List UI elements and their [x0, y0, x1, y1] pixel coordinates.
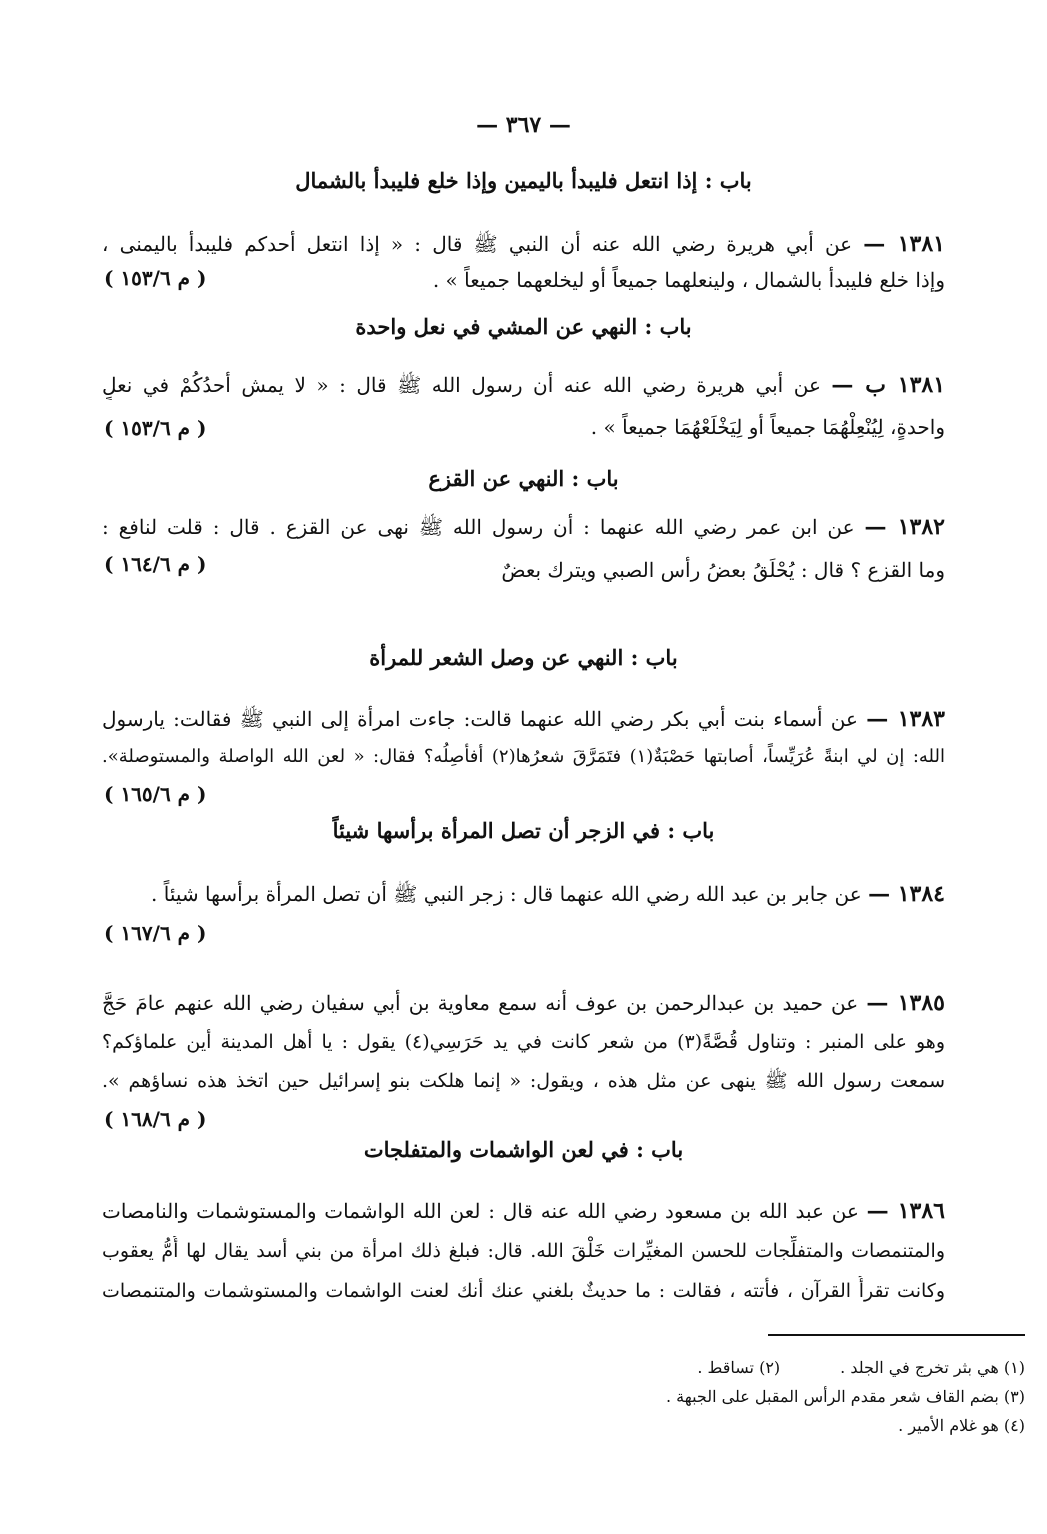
hadith-text: عن أبي هريرة رضي الله عنه أن رسول الله ﷺ قال : « لا يمش أحدُكُمْ في نعلٍ — [102, 373, 821, 397]
hadith-text: عن حميد بن عبدالرحمن بن عوف أنه سمع معاوية بن أبي سفيان رضي الله عنهم عامَ حَجَّ — [102, 991, 859, 1015]
footnote — [697, 1357, 1025, 1379]
hadith-line — [102, 988, 945, 1018]
chapter-heading: باب : النهي عن القزع — [428, 466, 619, 491]
hadith-line — [102, 704, 945, 734]
footnote-divider — [768, 1334, 1025, 1336]
hadith-line: واحدةٍ، لِيُنْعِلْهُمَا جميعاً أو لِيَخْلَعْهُمَا جميعاً » . — [590, 415, 945, 439]
chapter-heading: باب : إذا انتعل فليبدأ باليمين وإذا خلع فليبدأ بالشمال — [295, 168, 752, 193]
hadith-line: وإذا خلع فليبدأ بالشمال ، ولينعلهما جميعاً أو ليخلعهما جميعاً » . — [432, 268, 945, 292]
hadith-text: عن ابن عمر رضي الله عنهما : أن رسول الله ﷺ نهى عن القزع . قال : قلت لنافع : — [102, 515, 855, 539]
hadith-line: الله: إن لي ابنةً عُرَيِّساً، أصابتها حَصْبَةٌ(١) فتَمَرَّقَ شعرُها(٢) أفأصِلُه؟ فقال: « لعن الله الواصلة والمستوصلة». — [102, 746, 945, 767]
footnote-2: (٢) تساقط . — [697, 1358, 781, 1377]
hadith-number: ١٣٨٣ — — [866, 706, 945, 732]
hadith-number: ١٣٨١ ب — — [831, 372, 945, 398]
source-reference: ( م ١٥٣/٦ ) — [104, 266, 207, 290]
hadith-text: عن جابر بن عبد الله رضي الله عنهما قال : زجر النبي ﷺ أن تصل المرأة برأسها شيئاً . — [151, 882, 862, 906]
footnote-4: (٤) هو غلام الأمير . — [898, 1416, 1025, 1435]
hadith-line: وهو على المنبر : وتناول قُصَّةً(٣) من شعر كانت في يد حَرَسِي(٤) يقول : يا أهل المدينة أين علماؤكم؟ — [102, 1031, 945, 1053]
hadith-number: ١٣٨٤ — — [868, 881, 945, 907]
hadith-number: ١٣٨٦ — — [866, 1198, 945, 1224]
hadith-line: وكانت تقرأُ القرآن ، فأتته ، فقالت : ما حديثٌ بلغني عنك أنك لعنت الواشمات والمستوشمات والمتنمصات — [102, 1280, 945, 1302]
hadith-line: سمعت رسول الله ﷺ ينهى عن مثل هذه ، ويقول: « إنما هلكت بنو إسرائيل حين اتخذ هذه نساؤهم ». — [102, 1070, 945, 1092]
chapter-heading: باب : النهي عن المشي في نعل واحدة — [355, 314, 692, 339]
hadith-line — [102, 370, 945, 400]
chapter-heading: باب : النهي عن وصل الشعر للمرأة — [369, 645, 678, 670]
chapter-heading: باب : في الزجر أن تصل المرأة برأسها شيئاً — [332, 818, 715, 843]
hadith-line: وما القزع ؟ قال : يُحْلَقُ بعضُ رأس الصبي ويترك بعضٌ — [501, 558, 945, 582]
source-reference: ( م ١٦٧/٦ ) — [104, 921, 207, 945]
hadith-line — [102, 229, 945, 259]
hadith-line — [102, 879, 945, 909]
source-reference: ( م ١٦٨/٦ ) — [104, 1107, 207, 1131]
footnote-1: (١) هي بثر تخرج في الجلد . — [840, 1358, 1025, 1377]
hadith-text: عن أسماء بنت أبي بكر رضي الله عنهما قالت: جاءت امرأة إلى النبي ﷺ فقالت: يارسول — [102, 707, 858, 731]
hadith-number: ١٣٨٥ — — [866, 990, 945, 1016]
hadith-line: والمتنمصات والمتفلِّجات للحسن المغيِّرات خَلْقَ الله. قال: فبلغ ذلك امرأة من بني أسد يقال لها أُمُّ يعقوب — [102, 1240, 945, 1262]
footnote-3: (٣) بضم القاف شعر مقدم الرأس المقبل على الجبهة . — [665, 1387, 1025, 1406]
hadith-number: ١٣٨١ — — [863, 231, 945, 257]
hadith-text: عن أبي هريرة رضي الله عنه أن النبي ﷺ قال : « إذا انتعل أحدكم فليبدأ باليمنى ، — [102, 232, 853, 256]
chapter-heading: باب : في لعن الواشمات والمتفلجات — [363, 1137, 684, 1162]
hadith-text: عن عبد الله بن مسعود رضي الله عنه قال : لعن الله الواشمات والمستوشمات والنامصات — [102, 1199, 859, 1223]
hadith-line — [102, 1196, 945, 1226]
source-reference: ( م ١٥٣/٦ ) — [104, 416, 207, 440]
hadith-line — [102, 512, 945, 542]
source-reference: ( م ١٦٤/٦ ) — [104, 552, 207, 576]
page-number: — ٣٦٧ — — [476, 112, 571, 138]
source-reference: ( م ١٦٥/٦ ) — [104, 782, 207, 806]
hadith-number: ١٣٨٢ — — [864, 514, 945, 540]
